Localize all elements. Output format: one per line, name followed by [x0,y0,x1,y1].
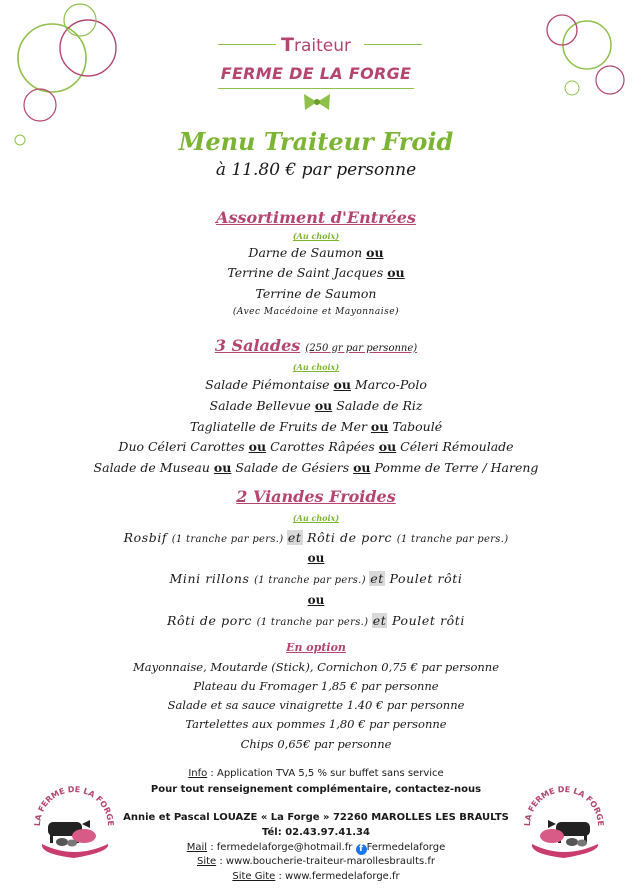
brand-subtitle: FERME DE LA FORGE [220,64,412,83]
option-item: Chips 0,65€ par personne [240,737,392,751]
svg-text:LA FERME DE LA FORGE [33,785,115,827]
viande-separator: ou [307,593,325,607]
brand-title: Traiteur [281,34,351,56]
salade-row: Salade Piémontaise ou Marco-Polo [205,377,427,392]
viande-option: Rosbif (1 tranche par pers.) et Rôti de porc (1 tranche par pers.) [123,530,509,545]
site-link[interactable]: : www.boucherie-traiteur-marollesbraults.fr [216,856,436,867]
viande-separator: ou [307,551,325,565]
entree-item: Darne de Saumon ou [248,245,384,260]
entrees-note: (Avec Macédoine et Mayonnaise) [232,307,400,317]
entree-item: Terrine de Saint Jacques ou [227,265,405,280]
viandes-choice: (Au choix) [292,513,340,523]
logo-text: LA FERME DE LA FORGE [32,784,116,827]
farm-logo-left [32,782,116,862]
menu-price: à 11.80 € par personne [215,160,417,180]
salade-row: Duo Céleri Carottes ou Carottes Râpées ou Céleri Rémoulade [118,439,514,454]
salade-row: Salade de Museau ou Salade de Gésiers ou Pomme de Terre / Hareng [93,460,539,475]
svg-text:LA FERME DE LA FORGE [523,785,605,827]
entrees-choice: (Au choix) [292,231,340,241]
option-item: Tartelettes aux pommes 1,80 € par personne [185,717,447,731]
telephone: Tél: 02.43.97.41.34 [262,827,370,838]
facebook-link[interactable]: Fermedelaforge [366,842,446,853]
option-item: Plateau du Fromager 1,85 € par personne [193,679,439,693]
viande-option: Rôti de porc (1 tranche par pers.) et Poulet rôti [167,613,465,628]
gite-line: Site Gite : www.fermedelaforge.fr [232,871,400,882]
salades-choice: (Au choix) [292,362,340,372]
salades-title: 3 Salades [214,336,301,355]
header-line-bottom [218,88,414,89]
owners: Annie et Pascal LOUAZE « La Forge » 72260 MAROLLES LES BRAULTS [123,812,509,823]
entree-item: Terrine de Saumon [255,286,377,301]
salades-qty: (250 gr par personne) [305,343,418,354]
viandes-title: 2 Viandes Froides [236,487,396,506]
site-line: Site : www.boucherie-traiteur-marollesbraults.fr [196,856,436,867]
entrees-title: Assortiment d'Entrées [216,208,416,227]
mail-link[interactable]: : fermedelaforge@hotmail.fr [207,842,356,853]
salade-row: Tagliatelle de Fruits de Mer ou Taboulé [189,419,443,434]
viande-option: Mini rillons (1 tranche par pers.) et Poulet rôti [169,571,463,586]
bow-tie-icon [302,93,332,111]
contact-call: Pour tout renseignement complémentaire, contactez-nous [150,784,482,795]
logo-text: LA FERME DE LA FORGE [522,784,606,827]
facebook-icon: f [356,844,367,855]
gite-link[interactable]: : www.fermedelaforge.fr [275,871,400,882]
menu-title: Menu Traiteur Froid [178,127,454,156]
farm-logo-right [522,782,606,862]
options-title: En option [286,641,346,654]
option-item: Salade et sa sauce vinaigrette 1.40 € par personne [167,698,465,712]
salade-row: Salade Bellevue ou Salade de Riz [209,398,423,413]
salades-title-row [0,336,632,355]
mail-line: Mail : fermedelaforge@hotmail.fr f Fermedelaforge [186,842,446,854]
option-item: Mayonnaise, Moutarde (Stick), Cornichon 0,75 € par personne [132,660,500,674]
info-line: Info : Application TVA 5,5 % sur buffet sans service [188,768,444,779]
